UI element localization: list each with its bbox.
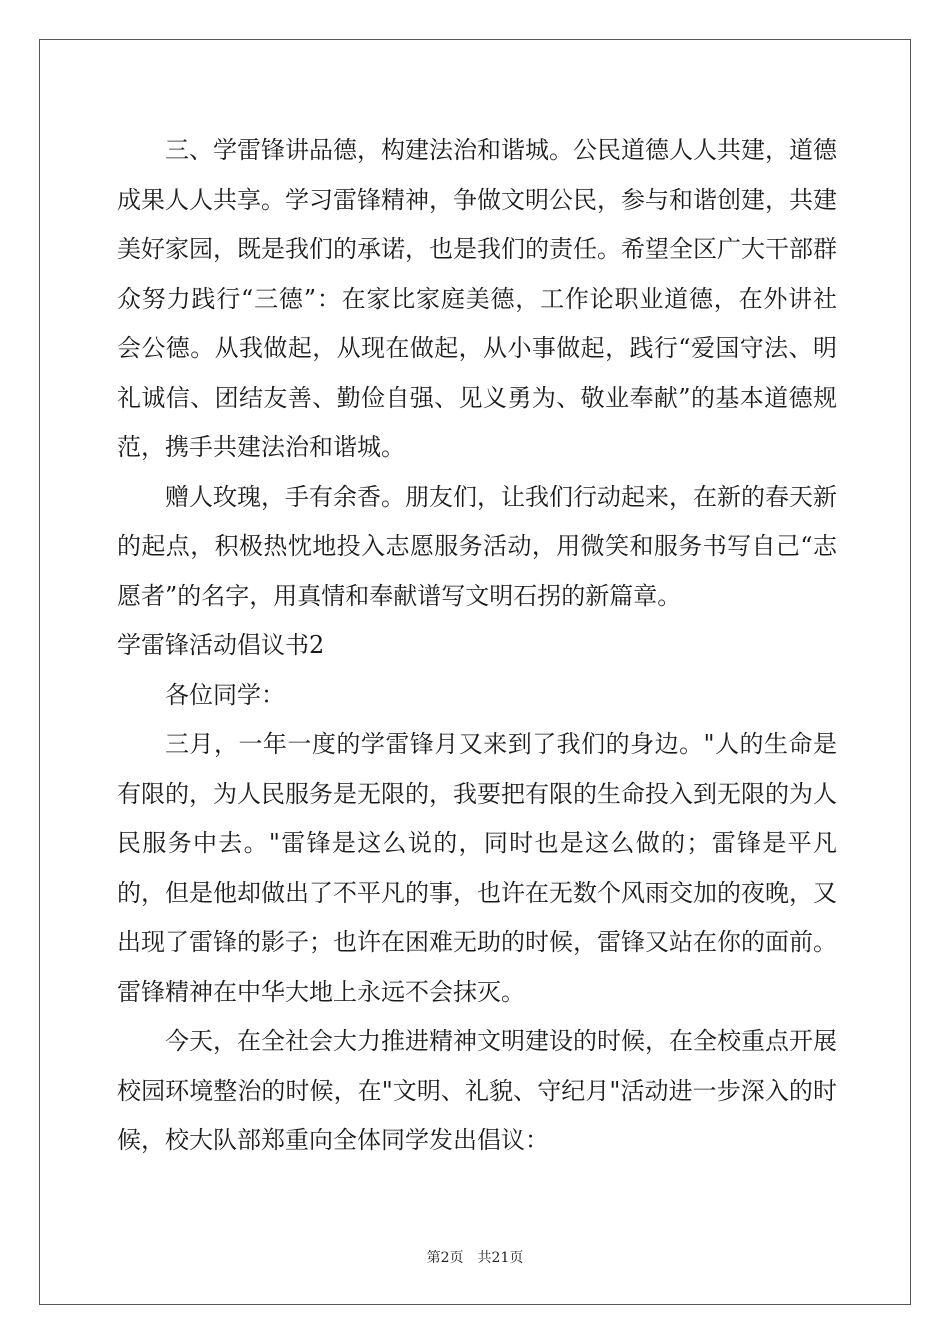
paragraph-ethics: 三、学雷锋讲品德，构建法治和谐城。公民道德人人共建，道德成果人人共享。学习雷锋精神，争做文明公民，参与和谐创建，共建美好家园，既是我们的承诺，也是我们的责任。希望全区广大干部群众努力践行“三德”：在家比家庭美德，工作论职业道德，在外讲社会公德。从我做起，从现在做起，从小事做起，践行“爱国守法、明礼诚信、团结友善、勤俭自强、见义勇为、敬业奉献”的基本道德规范，携手共建法治和谐城。 <box>117 136 837 461</box>
paragraph-roses: 赠人玫瑰，手有余香。朋友们，让我们行动起来，在新的春天新的起点，积极热忱地投入志愿服务活动，用微笑和服务书写自己“志愿者”的名字，用真情和奉献谱写文明石拐的新篇章。 <box>117 482 837 610</box>
section-title: 学雷锋活动倡议书2 <box>117 631 325 659</box>
salutation: 各位同学： <box>165 680 285 709</box>
paragraph-march: 三月，一年一度的学雷锋月又来到了我们的身边。"人的生命是有限的，为人民服务是无限的，我要把有限的生命投入到无限的为人民服务中去。"雷锋是这么说的，同时也是这么做的；雷锋是平凡的，但是他却做出了不平凡的事，也许在无数个风雨交加的夜晚，又出现了雷锋的影子；也许在困难无助的时候，雷锋又站在你的面前。雷锋精神在中华大地上永远不会抹灭。 <box>117 730 837 1006</box>
total-page-count: 共21页 <box>477 1250 524 1266</box>
current-page-number: 第2页 <box>426 1250 464 1266</box>
paragraph-today: 今天，在全社会大力推进精神文明建设的时候，在全校重点开展校园环境整治的时候，在"文明、礼貌、守纪月"活动进一步深入的时候，校大队部郑重向全体同学发出倡议： <box>117 1027 837 1154</box>
document-body <box>117 126 837 1166</box>
page-footer <box>0 1247 950 1267</box>
